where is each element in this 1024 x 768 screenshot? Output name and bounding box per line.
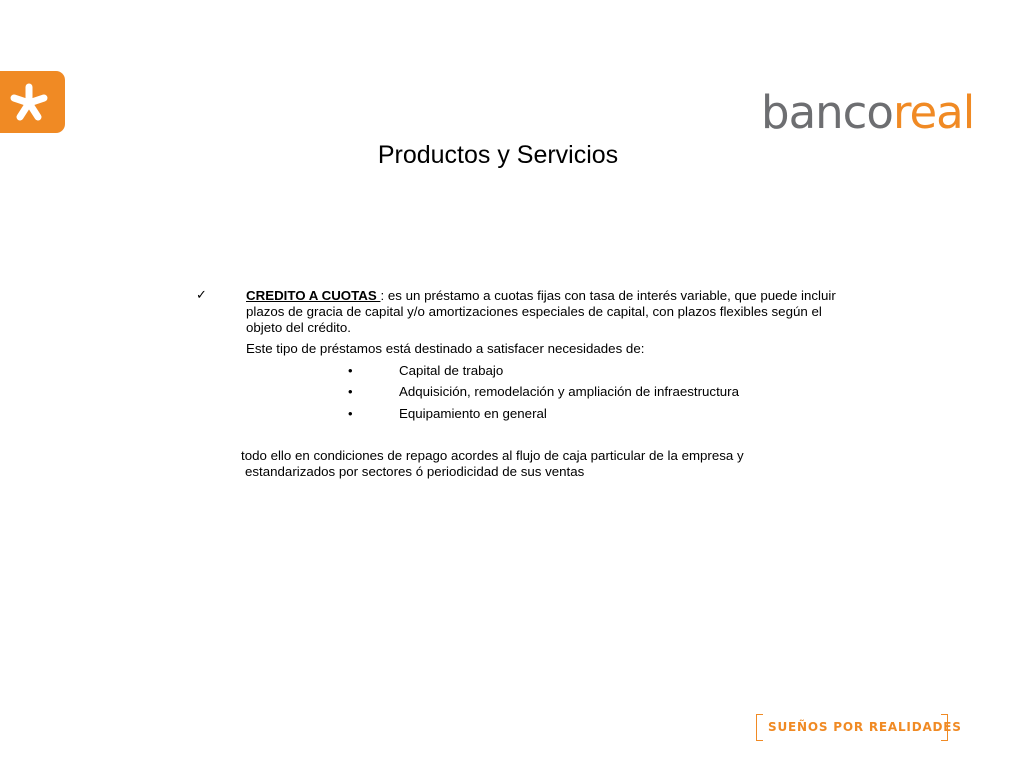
slogan-badge [756, 714, 962, 741]
logo-part-real: real [892, 86, 975, 139]
list-item: Adquisición, remodelación y ampliación de infraestructura [399, 384, 739, 399]
asterisk-icon [9, 83, 49, 123]
closing-line-1: todo ello en condiciones de repago acordes al flujo de caja particular de la empresa y [241, 448, 744, 463]
product-definition [246, 288, 856, 336]
bracket-left [756, 714, 763, 741]
closing-line-2: estandarizados por sectores ó periodicidad de sus ventas [245, 464, 585, 479]
bullet-icon: • [348, 384, 353, 399]
bullet-icon: • [348, 363, 353, 378]
checkmark-icon: ✓ [196, 288, 207, 303]
bancoreal-logo [761, 88, 974, 138]
page-title: Productos y Servicios [377, 141, 619, 169]
closing-text [241, 448, 801, 480]
asterisk-logo-badge [0, 71, 65, 133]
list-item: Equipamiento en general [399, 406, 547, 421]
list-item: Capital de trabajo [399, 363, 504, 378]
intro-text: Este tipo de préstamos está destinado a satisfacer necesidades de: [246, 341, 645, 356]
bracket-right [941, 714, 948, 741]
bullet-icon: • [348, 406, 353, 421]
logo-part-banco: banco [761, 86, 893, 139]
product-definition-text: : es un préstamo a cuotas fijas con tasa de interés variable, que puede incluir plazos de gracia de capital y/o amortizaciones especiales de capital, con plazos flexibles según el objeto del crédito. [246, 288, 836, 335]
slogan-text: SUEÑOS POR REALIDADES [768, 720, 962, 734]
product-term: CREDITO A CUOTAS [246, 288, 381, 303]
